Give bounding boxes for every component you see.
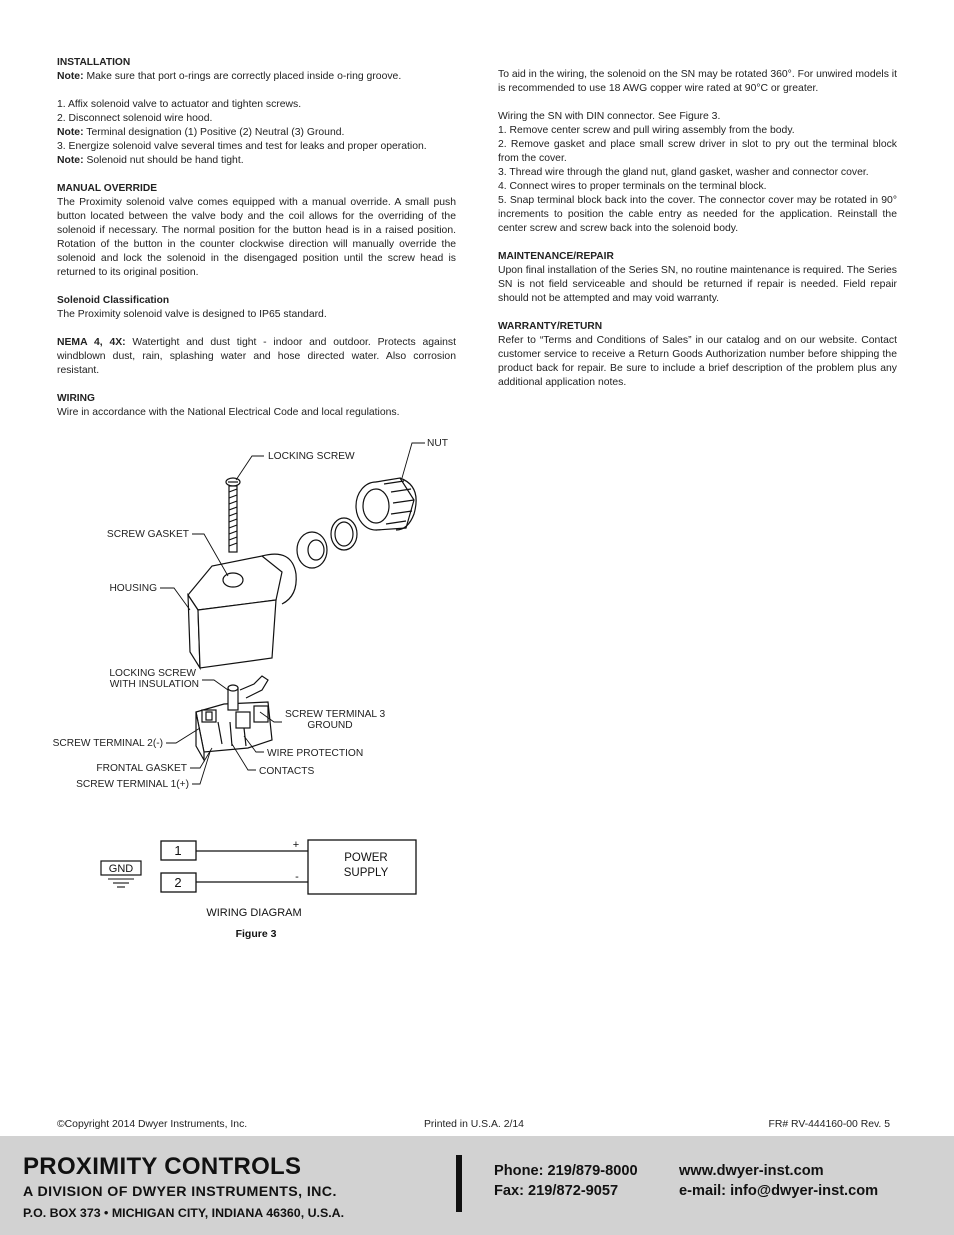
mailing-address: P.O. BOX 373 • MICHIGAN CITY, INDIANA 46360, U.S.A.: [23, 1206, 345, 1220]
maintenance-heading: MAINTENANCE/REPAIR: [498, 251, 614, 262]
din-step-5: 5. Snap terminal block back into the cover. The connector cover may be rotated in 90° increments to position the cable entry as needed for the application. Reinstall the center screw and screw back into the solenoid body.: [498, 195, 897, 234]
label-screw-terminal-2: SCREW TERMINAL 2(-): [52, 738, 163, 749]
terminal-2-label: 2: [174, 875, 182, 890]
housing-drawing: [188, 554, 296, 668]
rotation-paragraph: To aid in the wiring, the solenoid on the SN may be rotated 360°. For unwired models it is recommended to use 18 AWG copper wire rated at 90°C or greater.: [498, 69, 897, 94]
left-column: [57, 56, 456, 420]
minus-sign: -: [295, 871, 299, 883]
din-step-4: 4. Connect wires to proper terminals on the terminal block.: [498, 181, 767, 192]
manual-override-heading: MANUAL OVERRIDE: [57, 183, 157, 194]
terminal-1-label: 1: [174, 843, 182, 858]
division-line: A DIVISION OF DWYER INSTRUMENTS, INC.: [23, 1184, 337, 1200]
power-supply-label-2: SUPPLY: [343, 867, 389, 879]
wiring-diagram-title: WIRING DIAGRAM: [206, 907, 302, 919]
brand-title: PROXIMITY CONTROLS: [23, 1153, 302, 1180]
din-intro: Wiring the SN with DIN connector. See Figure 3.: [498, 111, 721, 122]
manual-override-text: The Proximity solenoid valve comes equipped with a manual override. A small push button located between the valve body and the coil allows for the overriding of the solenoid if necessary. The normal position for the button head is in a raised position. Rotation of the button in the counter clockwise direction will manually override the solenoid and lock the solenoid in the disengaged position until the screw head is returned to its original position.: [57, 197, 456, 278]
phone-number: Phone: 219/879-8000: [494, 1163, 638, 1179]
label-wire-protection: WIRE PROTECTION: [267, 748, 364, 759]
nut-note: Note: Solenoid nut should be hand tight.: [57, 155, 244, 166]
label-locking-screw-insulation-2: WITH INSULATION: [109, 679, 199, 690]
label-screw-terminal-1: SCREW TERMINAL 1(+): [76, 779, 189, 790]
terminal-note: Note: Terminal designation (1) Positive (2) Neutral (3) Ground.: [57, 127, 345, 138]
label-housing: HOUSING: [109, 583, 157, 594]
label-screw-terminal-3: SCREW TERMINAL 3: [285, 709, 386, 720]
warranty-text: Refer to “Terms and Conditions of Sales” in our catalog and on our website. Contact customer service to receive a Return Goods Authorization number before shipping the product back for repair. Be sure to include a brief description of the problem plus any additional application notes.: [498, 335, 897, 388]
footer-divider: [456, 1155, 462, 1212]
label-frontal-gasket: FRONTAL GASKET: [96, 763, 187, 774]
figure-caption: Figure 3: [235, 928, 277, 940]
classification-heading: Solenoid Classification: [57, 295, 170, 306]
figure-3: [0, 430, 954, 950]
gnd-label: GND: [108, 863, 134, 875]
ground-symbol-icon: [108, 879, 134, 887]
label-ground: GROUND: [307, 720, 353, 731]
fax-number: Fax: 219/872-9057: [494, 1183, 619, 1199]
label-locking-screw: LOCKING SCREW: [268, 451, 355, 462]
din-step-1: 1. Remove center screw and pull wiring assembly from the body.: [498, 125, 795, 136]
washer-drawing: [331, 518, 357, 550]
printed-info: Printed in U.S.A. 2/14: [424, 1119, 524, 1130]
nema-text: NEMA 4, 4X: Watertight and dust tight - indoor and outdoor. Protects against windblown dust, rain, splashing water and hose directed water. Also corrosion resistant.: [57, 337, 456, 376]
gasket-drawing: [297, 532, 327, 568]
warranty-heading: WARRANTY/RETURN: [498, 321, 603, 332]
installation-note: Note: Make sure that port o-rings are correctly placed inside o-ring groove.: [57, 71, 402, 82]
label-screw-gasket: SCREW GASKET: [106, 529, 189, 540]
copyright: ©Copyright 2014 Dwyer Instruments, Inc.: [57, 1119, 248, 1130]
installation-step-2: 2. Disconnect solenoid wire hood.: [57, 113, 213, 124]
maintenance-text: Upon final installation of the Series SN, no routine maintenance is required. The Series SN is not field serviceable and should be returned if repair is needed. Field repair should not be attempted and may void warranty.: [498, 265, 897, 304]
form-number: FR# RV-444160-00 Rev. 5: [768, 1119, 890, 1130]
plus-sign: +: [292, 839, 300, 851]
website-link[interactable]: www.dwyer-inst.com: [679, 1163, 824, 1179]
installation-step-3: 3. Energize solenoid valve several times and test for leaks and proper operation.: [57, 141, 427, 152]
email-link[interactable]: e-mail: info@dwyer-inst.com: [679, 1183, 879, 1199]
installation-heading: INSTALLATION: [57, 57, 131, 68]
installation-step-1: 1. Affix solenoid valve to actuator and tighten screws.: [57, 99, 302, 110]
power-supply-label-1: POWER: [344, 852, 388, 864]
wiring-diagram: [101, 839, 416, 940]
label-nut: NUT: [427, 438, 448, 449]
label-contacts: CONTACTS: [259, 766, 315, 777]
right-column: [498, 68, 897, 390]
label-locking-screw-insulation-1: LOCKING SCREW: [109, 668, 196, 679]
locking-screw-drawing: [226, 478, 240, 552]
wiring-heading: WIRING: [57, 393, 95, 404]
din-step-3: 3. Thread wire through the gland nut, gland gasket, washer and connector cover.: [498, 167, 869, 178]
classification-text: The Proximity solenoid valve is designed to IP65 standard.: [57, 309, 327, 320]
wiring-text: Wire in accordance with the National Electrical Code and local regulations.: [57, 407, 400, 418]
din-step-2: 2. Remove gasket and place small screw driver in slot to pry out the terminal block from the cover.: [498, 139, 897, 164]
nut-drawing: [356, 478, 416, 530]
